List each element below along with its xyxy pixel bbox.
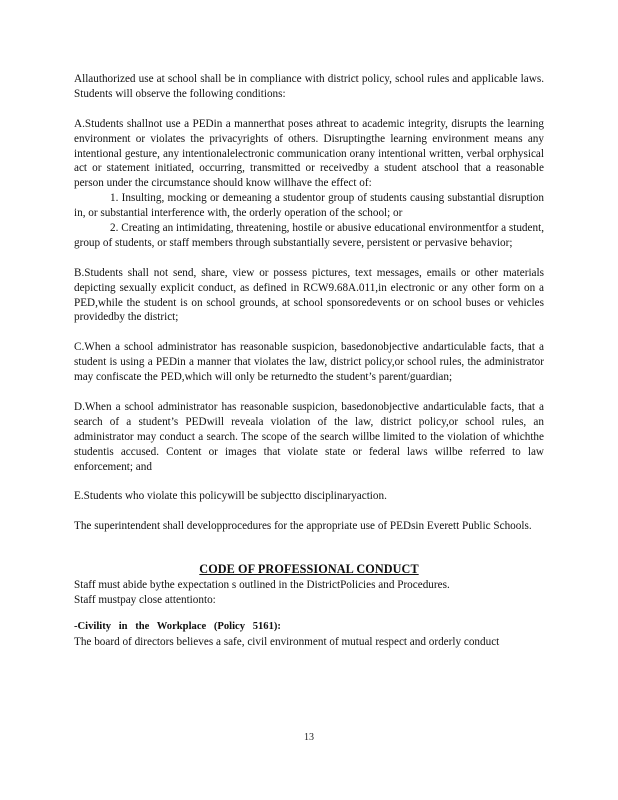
document-page bbox=[74, 72, 544, 650]
section-b: B.Students shall not send, share, view or possess pictures, text messages, emails or other materials depicting sexually explicit conduct, as defined in RCW9.68A.011,in electronic or any other form on a PED,while the student is on school grounds, at school sponsoredevents or on school buses or vehicles providedby the district; bbox=[74, 266, 544, 324]
intro-paragraph: Allauthorized use at school shall be in compliance with district policy, school rules and applicable laws. Students will observe the following conditions: bbox=[74, 73, 544, 100]
superintendent-paragraph: The superintendent shall developprocedures for the appropriate use of PEDsin Everett Public Schools. bbox=[74, 520, 532, 533]
section-c: C.When a school administrator has reasonable suspicion, basedonobjective andarticulable facts, that a student is using a PEDin a manner that violates the law, district policy,or school rules, the administrator may confiscate the PED,which will only be returnedto the student’s parent/guardian; bbox=[74, 341, 544, 384]
section-a-text: A.Students shallnot use a PEDin a mannerthat poses athreat to academic integrity, disrupts the learning environment or violates the privacyrights of others. Disruptingthe learning environment means any intentional gesture, any intentionalelectronic communication orany intentional written, verbal orphysical act or statement initiated, occurring, transmitted or receivedby a student atschool that a reasonable person under the circumstance should know willhave the effect of: bbox=[74, 117, 544, 190]
policy-text: The board of directors believes a safe, civil environment of mutual respect and orderly conduct bbox=[74, 635, 500, 648]
section-a bbox=[74, 117, 544, 251]
section-d: D.When a school administrator has reasonable suspicion, basedonobjective andarticulable facts, that a search of a student’s PEDwill reveala violation of the law, district policy,or school rules, an administrator may conduct a search. The scope of the search willbe limited to the violation of whichthe studentis accused. Content or images that violate state or federal laws willbe referred to law enforcement; and bbox=[74, 400, 544, 473]
section-heading: CODE OF PROFESSIONAL CONDUCT bbox=[199, 562, 419, 576]
page-number: 13 bbox=[304, 732, 314, 743]
conduct-line-1: Staff must abide bythe expectation s outlined in the DistrictPolicies and Procedures. bbox=[74, 578, 450, 591]
section-a-item-2: 2. Creating an intimidating, threatening, hostile or abusive educational environmentfor a student, group of students, or staff members through substantially severe, persistent or pervasive behavior; bbox=[74, 222, 544, 249]
section-e: E.Students who violate this policywill be subjectto disciplinaryaction. bbox=[74, 490, 387, 503]
conduct-line-2: Staff mustpay close attentionto: bbox=[74, 593, 216, 606]
policy-title: -Civility in the Workplace (Policy 5161): bbox=[74, 620, 281, 632]
section-a-item-1: 1. Insulting, mocking or demeaning a studentor group of students causing substantial disruption in, or substantial interference with, the orderly operation of the school; or bbox=[74, 192, 544, 220]
